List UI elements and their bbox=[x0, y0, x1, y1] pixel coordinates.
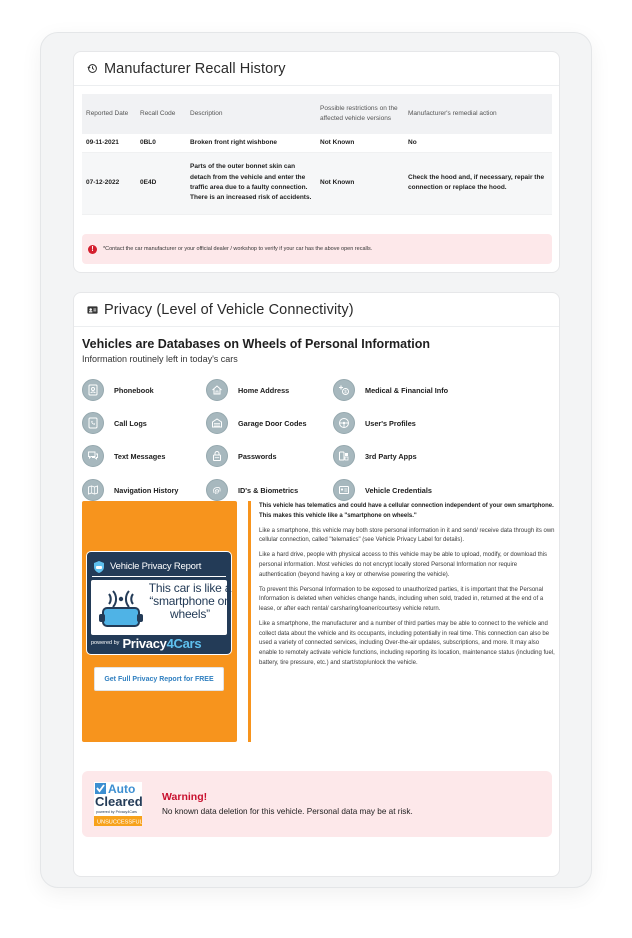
info-item-navigation-history bbox=[82, 478, 178, 502]
history-icon bbox=[86, 63, 98, 75]
vpr-header bbox=[92, 557, 226, 577]
cell-action: Check the hood and, if necessary, repair the connection or replace the hood. bbox=[404, 152, 552, 214]
privacy-paragraph: Like a smartphone, the manufacturer and a number of third parties may be able to connect to the vehicle and collect data about the vehicle and its occupants, including potentially in real time. This connection can also be used a variety of connected services, including Over-the-air updates, subscriptions, and more. It may also enable to remotely activate vehicle functions, including reporting its location, maintenance status (including fuel, battery, tire pressure, etc.) and start/stop/unlock the vehicle. bbox=[259, 620, 555, 666]
recall-notice bbox=[82, 234, 552, 264]
info-item-medical-financial bbox=[333, 378, 448, 402]
vpr-tagline-box bbox=[91, 580, 232, 635]
recall-table bbox=[82, 94, 552, 215]
info-item-ids-biometrics bbox=[206, 478, 298, 502]
cell-restrictions: Not Known bbox=[316, 134, 404, 152]
phonebook-icon bbox=[82, 379, 104, 401]
get-full-privacy-report-button[interactable]: Get Full Privacy Report for FREE bbox=[94, 667, 224, 691]
cell-date: 09-11-2021 bbox=[82, 134, 136, 152]
connected-car-icon bbox=[97, 586, 145, 630]
info-item-label: Garage Door Codes bbox=[238, 418, 307, 428]
privacy-explanation bbox=[259, 502, 555, 674]
cell-description: Broken front right wishbone bbox=[186, 134, 316, 152]
cell-code: 0E4D bbox=[136, 152, 186, 214]
info-item-label: Vehicle Credentials bbox=[365, 485, 432, 495]
privacy-card bbox=[73, 292, 560, 877]
id-card-icon bbox=[86, 304, 98, 316]
info-item-home-address bbox=[206, 378, 289, 402]
auto-cleared-badge bbox=[94, 782, 142, 826]
privacy-subheading: Information routinely left in today's cars bbox=[82, 354, 238, 364]
privacy-title: Privacy (Level of Vehicle Connectivity) bbox=[104, 301, 354, 318]
col-recall-code: Recall Code bbox=[136, 94, 186, 134]
info-item-user-profiles bbox=[333, 411, 416, 435]
info-item-label: Phonebook bbox=[114, 385, 154, 395]
medical-icon bbox=[333, 379, 355, 401]
privacy-paragraph: Like a smartphone, this vehicle may both store personal information in it and send/ receive data through its own cellular connection, called "telematics" (see Vehicle Privacy Label for details). bbox=[259, 527, 555, 544]
badge-auto: Auto bbox=[108, 782, 136, 796]
table-row bbox=[82, 152, 552, 214]
info-item-label: Home Address bbox=[238, 385, 290, 395]
recall-card-header bbox=[74, 52, 559, 86]
vpr-header-text: Vehicle Privacy Report bbox=[110, 561, 202, 572]
page-frame bbox=[40, 32, 592, 888]
table-row bbox=[82, 134, 552, 152]
recall-table-header bbox=[82, 94, 552, 134]
vpr-footer bbox=[91, 635, 227, 651]
privacy-report-panel bbox=[82, 501, 237, 742]
cell-description: Parts of the outer bonnet skin can detach from the vehicle and enter the traffic area due to a faulty connection. There is an increased risk of accidents. bbox=[186, 152, 316, 214]
info-item-label: Navigation History bbox=[114, 485, 179, 495]
info-item-passwords bbox=[206, 444, 277, 468]
message-icon bbox=[82, 445, 104, 467]
brand-part-b: 4Cars bbox=[166, 635, 202, 651]
info-item-label: Passwords bbox=[238, 451, 277, 461]
garage-icon bbox=[206, 412, 228, 434]
info-item-label: Medical & Financial Info bbox=[365, 385, 449, 395]
col-remedial-action: Manufacturer's remedial action bbox=[404, 94, 552, 134]
info-item-label: Call Logs bbox=[114, 418, 147, 428]
svg-text:$: $ bbox=[344, 389, 347, 394]
phone-icon bbox=[82, 412, 104, 434]
cell-date: 07-12-2022 bbox=[82, 152, 136, 214]
user-profile-icon bbox=[333, 412, 355, 434]
info-item-vehicle-credentials bbox=[333, 478, 432, 502]
recall-history-card bbox=[73, 51, 560, 273]
privacy-card-header bbox=[74, 293, 559, 327]
col-description: Description bbox=[186, 94, 316, 134]
credentials-icon bbox=[333, 479, 355, 501]
warning-title: Warning! bbox=[162, 791, 208, 803]
info-item-text-messages bbox=[82, 444, 165, 468]
warning-message: No known data deletion for this vehicle. Personal data may be at risk. bbox=[162, 807, 413, 816]
recall-title: Manufacturer Recall History bbox=[104, 60, 286, 77]
shield-car-icon bbox=[92, 560, 106, 574]
cell-code: 0BL0 bbox=[136, 134, 186, 152]
privacy4cars-logo bbox=[122, 636, 201, 651]
info-item-3rd-party-apps bbox=[333, 444, 417, 468]
col-reported-date: Reported Date bbox=[82, 94, 136, 134]
data-deletion-warning bbox=[82, 771, 552, 837]
badge-status: UNSUCCESSFUL bbox=[97, 819, 142, 826]
vpr-tagline: This car is like a “smartphone on wheels” bbox=[148, 581, 232, 622]
badge-cleared: Cleared bbox=[95, 794, 142, 809]
lock-icon bbox=[206, 445, 228, 467]
badge-powered-by: powered by Privacy4Cars bbox=[96, 810, 137, 814]
privacy-paragraph: This vehicle has telematics and could have a cellular connection independent of your own smartphone. This makes this vehicle like a "smartphone on wheels." bbox=[259, 503, 554, 519]
auto-cleared-logo bbox=[94, 782, 142, 826]
map-icon bbox=[82, 479, 104, 501]
col-restrictions: Possible restrictions on the affected vehicle versions bbox=[316, 94, 404, 134]
home-icon bbox=[206, 379, 228, 401]
brand-part-a: Privacy bbox=[122, 635, 167, 651]
accent-divider bbox=[248, 501, 251, 742]
privacy-heading: Vehicles are Databases on Wheels of Personal Information bbox=[82, 337, 431, 351]
recall-notice-text: *Contact the car manufacturer or your official dealer / workshop to verify if your car has the above open recalls. bbox=[103, 246, 373, 252]
info-item-label: 3rd Party Apps bbox=[365, 451, 417, 461]
apps-icon bbox=[333, 445, 355, 467]
privacy-paragraph: Like a hard drive, people with physical access to this vehicle may be able to upload, modify, or download this personal information. Most vehicles do not encrypt locally stored Personal Information nor require authentication (beyond having a key or otherwise powering the vehicle). bbox=[259, 552, 548, 578]
alert-icon: ! bbox=[88, 245, 97, 254]
powered-by-text: powered by bbox=[91, 640, 120, 646]
info-item-label: ID's & Biometrics bbox=[238, 485, 299, 495]
info-item-label: User's Profiles bbox=[365, 418, 416, 428]
info-item-label: Text Messages bbox=[114, 451, 166, 461]
info-item-phonebook bbox=[82, 378, 154, 402]
privacy-paragraph: To prevent this Personal Information to be exposed to unauthorized parties, it is important that the Personal Information is deleted when vehicles change hands, including when sold, traded in, returned at the end of a lease, or after each rental/ carsharing/loaner/courtesy vehicle return. bbox=[259, 586, 544, 613]
info-item-call-logs bbox=[82, 411, 147, 435]
info-item-garage-door bbox=[206, 411, 307, 435]
cell-restrictions: Not Known bbox=[316, 152, 404, 214]
fingerprint-icon bbox=[206, 479, 228, 501]
vehicle-privacy-report-badge bbox=[86, 551, 232, 655]
cell-action: No bbox=[404, 134, 552, 152]
